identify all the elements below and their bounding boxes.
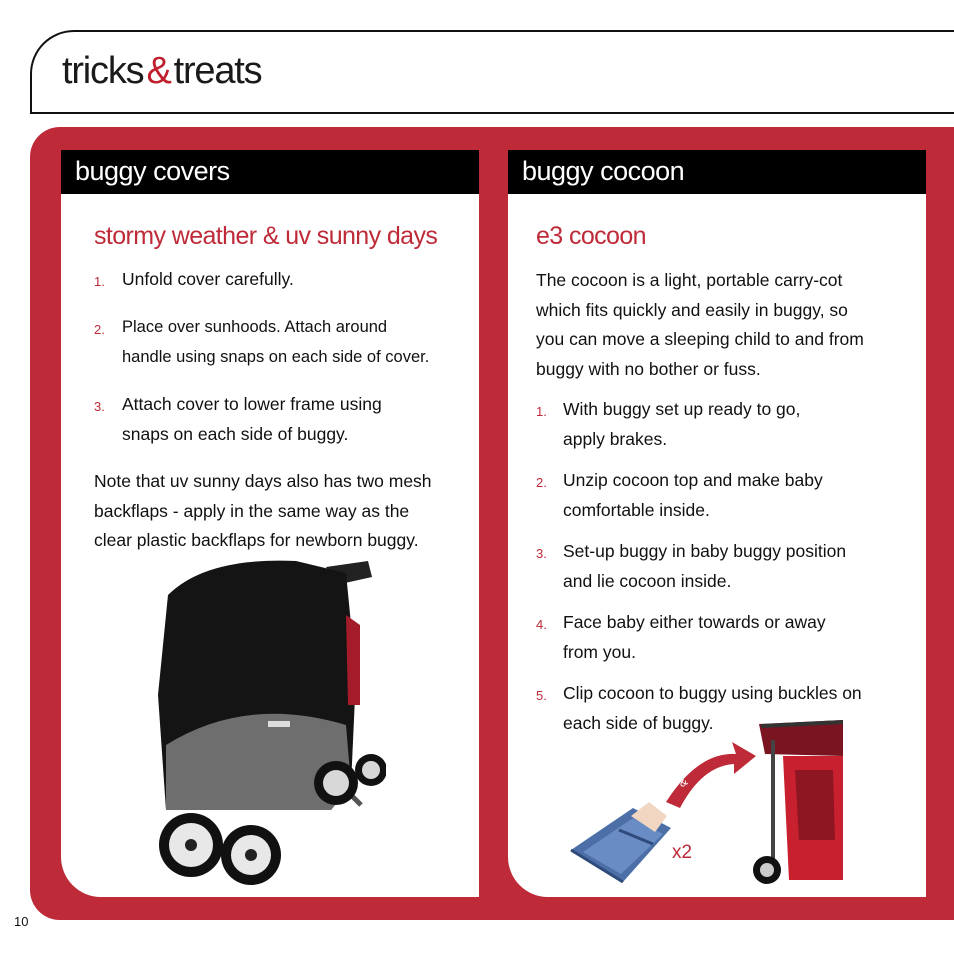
step-number: 1.	[536, 404, 547, 419]
title-ampersand: &	[146, 50, 171, 92]
step-number: 2.	[536, 475, 547, 490]
e3-cocoon-subhead: e3 cocoon	[536, 222, 646, 250]
step-number: 4.	[536, 617, 547, 632]
step-text: Clip cocoon to buggy using buckles on each side of buggy.	[563, 683, 862, 733]
step-number: 3.	[94, 399, 105, 414]
buggy-covers-heading: buggy covers	[61, 150, 479, 194]
mesh-backflaps-note: Note that uv sunny days also has two mesh backflaps - apply in the same way as the clear plastic backflaps for newborn buggy.	[94, 471, 432, 550]
quantity-label: x2	[672, 842, 693, 863]
step-number: 1.	[94, 274, 105, 289]
buggy-covers-card	[61, 150, 479, 897]
step-text: Face baby either towards or away from you.	[563, 612, 826, 662]
cocoon-intro: The cocoon is a light, portable carry-cot which fits quickly and easily in buggy, so you can move a sleeping child to and from buggy with no bother or fuss.	[536, 270, 864, 379]
page-number: 10	[14, 914, 29, 929]
page-title	[62, 50, 261, 93]
title-tricks: tricks	[62, 50, 144, 92]
buggy-cocoon-heading: buggy cocoon	[508, 150, 926, 194]
step-text: Unzip cocoon top and make baby comfortable inside.	[563, 470, 823, 520]
step-text: Attach cover to lower frame using snaps on each side of buggy.	[122, 394, 382, 444]
step-text: Set-up buggy in baby buggy position and lie cocoon inside.	[563, 541, 847, 591]
arrow-ampersand: &	[676, 773, 690, 791]
step-number: 5.	[536, 688, 547, 703]
curved-arrow-icon	[658, 740, 758, 810]
step-text: Place over sunhoods. Attach around handle using snaps on each side of cover.	[122, 318, 430, 366]
title-treats: treats	[173, 50, 262, 92]
step-number: 2.	[94, 322, 105, 337]
step-text: Unfold cover carefully.	[122, 269, 294, 289]
buggy-cocoon-card	[508, 150, 926, 897]
stormy-weather-subhead: stormy weather & uv sunny days	[94, 222, 438, 250]
step-number: 3.	[536, 546, 547, 561]
step-text: With buggy set up ready to go, apply brakes.	[563, 399, 801, 449]
red-buggy-with-cocoon-image	[753, 720, 843, 897]
covered-double-buggy-image	[146, 555, 386, 890]
